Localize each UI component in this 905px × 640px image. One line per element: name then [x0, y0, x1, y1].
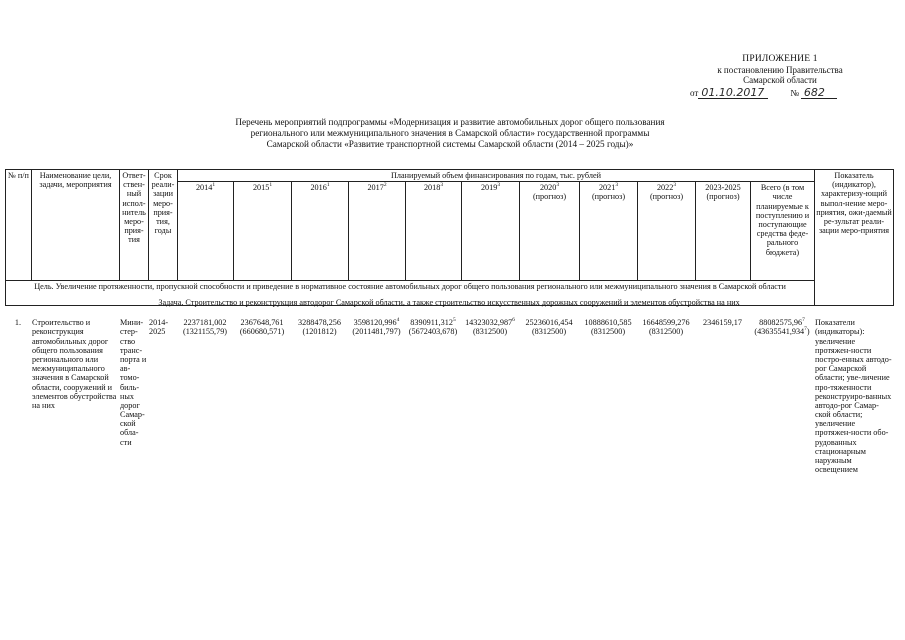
- header-year-2020: 2020$^3$ (прогноз): [520, 182, 580, 281]
- header-year-2019: 2019$^3$: [462, 182, 520, 281]
- header-year-2014: 2014$^1$: [178, 182, 234, 281]
- header-year-2022: 2022$^3$ (прогноз): [638, 182, 696, 281]
- handwritten-date: 01.10.2017: [698, 87, 768, 99]
- row-value-2016: 3288478,256 (1201812): [298, 318, 341, 337]
- appendix-dateline: [690, 87, 870, 99]
- table-row: [5, 317, 893, 475]
- header-year-2023-2025: 2023-2025 (прогноз): [696, 182, 751, 281]
- header-num: № п/п: [6, 170, 32, 281]
- header-plan: Планируемый объем финансирования по годам, тыс. рублей: [178, 170, 815, 182]
- row-value-2017: 3598120,996$^4$ (2011481,797): [352, 317, 401, 337]
- row-responsible: Мини-стер-ство транс-порта и ав-томо-биль-ных дорог Самар-ской обла-сти: [120, 318, 147, 447]
- row-value-total: 88082575,96$^7$ (43635541,934$^7$): [754, 317, 810, 337]
- row-value-2020: 25236016,454 (8312500): [525, 318, 573, 337]
- header-year-2021: 2021$^3$ (прогноз): [580, 182, 638, 281]
- header-indicator: Показатель (индикатор), характеризу-ющий выпол-нение меро-приятия, ожи-даемый ре-зультат реали-зации меро-приятия: [815, 170, 894, 306]
- row-value-2018: 8390911,312$^5$ (5672403,678): [408, 317, 458, 337]
- title-line-2: регионального или межмуниципального значения в Самарской области» государственной программы: [250, 128, 650, 139]
- row-value-2021: 10888610,585 (8312500): [584, 318, 632, 337]
- header-year-2017: 2017$^2$: [349, 182, 406, 281]
- appendix-block: [690, 54, 870, 99]
- appendix-title: ПРИЛОЖЕНИЕ 1: [742, 54, 818, 64]
- header-responsible: Ответ-ствен-ный испол-нитель меро-прия-тия: [120, 170, 149, 281]
- row-value-2015: 2367648,761 (660680,571): [239, 318, 285, 337]
- row-value-2019: 14323032,987$^6$ (8312500): [465, 317, 515, 337]
- header-term: Срок реали-зации меро-прия-тия, годы: [149, 170, 178, 281]
- header-year-2016: 2016$^1$: [292, 182, 349, 281]
- row-value-2014: 2237181,002 (1321155,79): [182, 318, 228, 337]
- header-total: Всего (в том числе планируемые к поступлению и поступающие средства феде-рального бюджета): [751, 182, 815, 281]
- number-label: №: [790, 87, 799, 98]
- title-line-1: Перечень мероприятий подпрограммы «Модернизация и развитие автомобильных дорог общего пользования: [235, 117, 665, 127]
- row-indicator: Показатели (индикаторы): увеличение протяжен-ности постро-енных автодо-рог Самарской области; уве-личение про-тяженности реконструиро-ванных автодо-рог Самар-ской области; увеличение протяжен-ности обо-рудованных стационарным наружным освещением: [815, 318, 892, 475]
- goal-row: Цель. Увеличение протяженности, пропускной способности и приведение в нормативное состояние автомобильных дорог общего пользования регионального или межмуниципального значения в Самарской области: [6, 281, 815, 306]
- document-title: [150, 117, 750, 150]
- header-name: Наименование цели, задачи, мероприятия: [32, 170, 120, 281]
- handwritten-number: 682: [801, 87, 837, 99]
- row-name: Строительство и реконструкция автомобильных дорог общего пользования регионального или межмуниципального значения в Самарской области, сооружений и элементов обустройства на них: [32, 318, 117, 410]
- appendix-line-1: к постановлению Правительства: [717, 64, 843, 75]
- appendix-line-2: Самарской области: [743, 75, 817, 86]
- financing-table-body: [5, 285, 893, 475]
- row-term: 2014-2025: [149, 318, 169, 337]
- header-year-2018: 2018$^3$: [406, 182, 462, 281]
- row-value-2023-2025: 2346159,17: [703, 318, 742, 328]
- row-value-2022: 16648599,276 (8312500): [642, 318, 690, 337]
- task-row: Задача. Строительство и реконструкция автодорог Самарской области, а также строительство искусственных дорожных сооружений и элементов обустройства на них: [158, 298, 740, 307]
- date-prefix: от: [690, 87, 699, 98]
- title-line-3: Самарской области «Развитие транспортной системы Самарской области (2014 – 2025 годы)»: [266, 139, 634, 150]
- row-num: 1.: [14, 318, 22, 328]
- header-year-2015: 2015$^1$: [234, 182, 292, 281]
